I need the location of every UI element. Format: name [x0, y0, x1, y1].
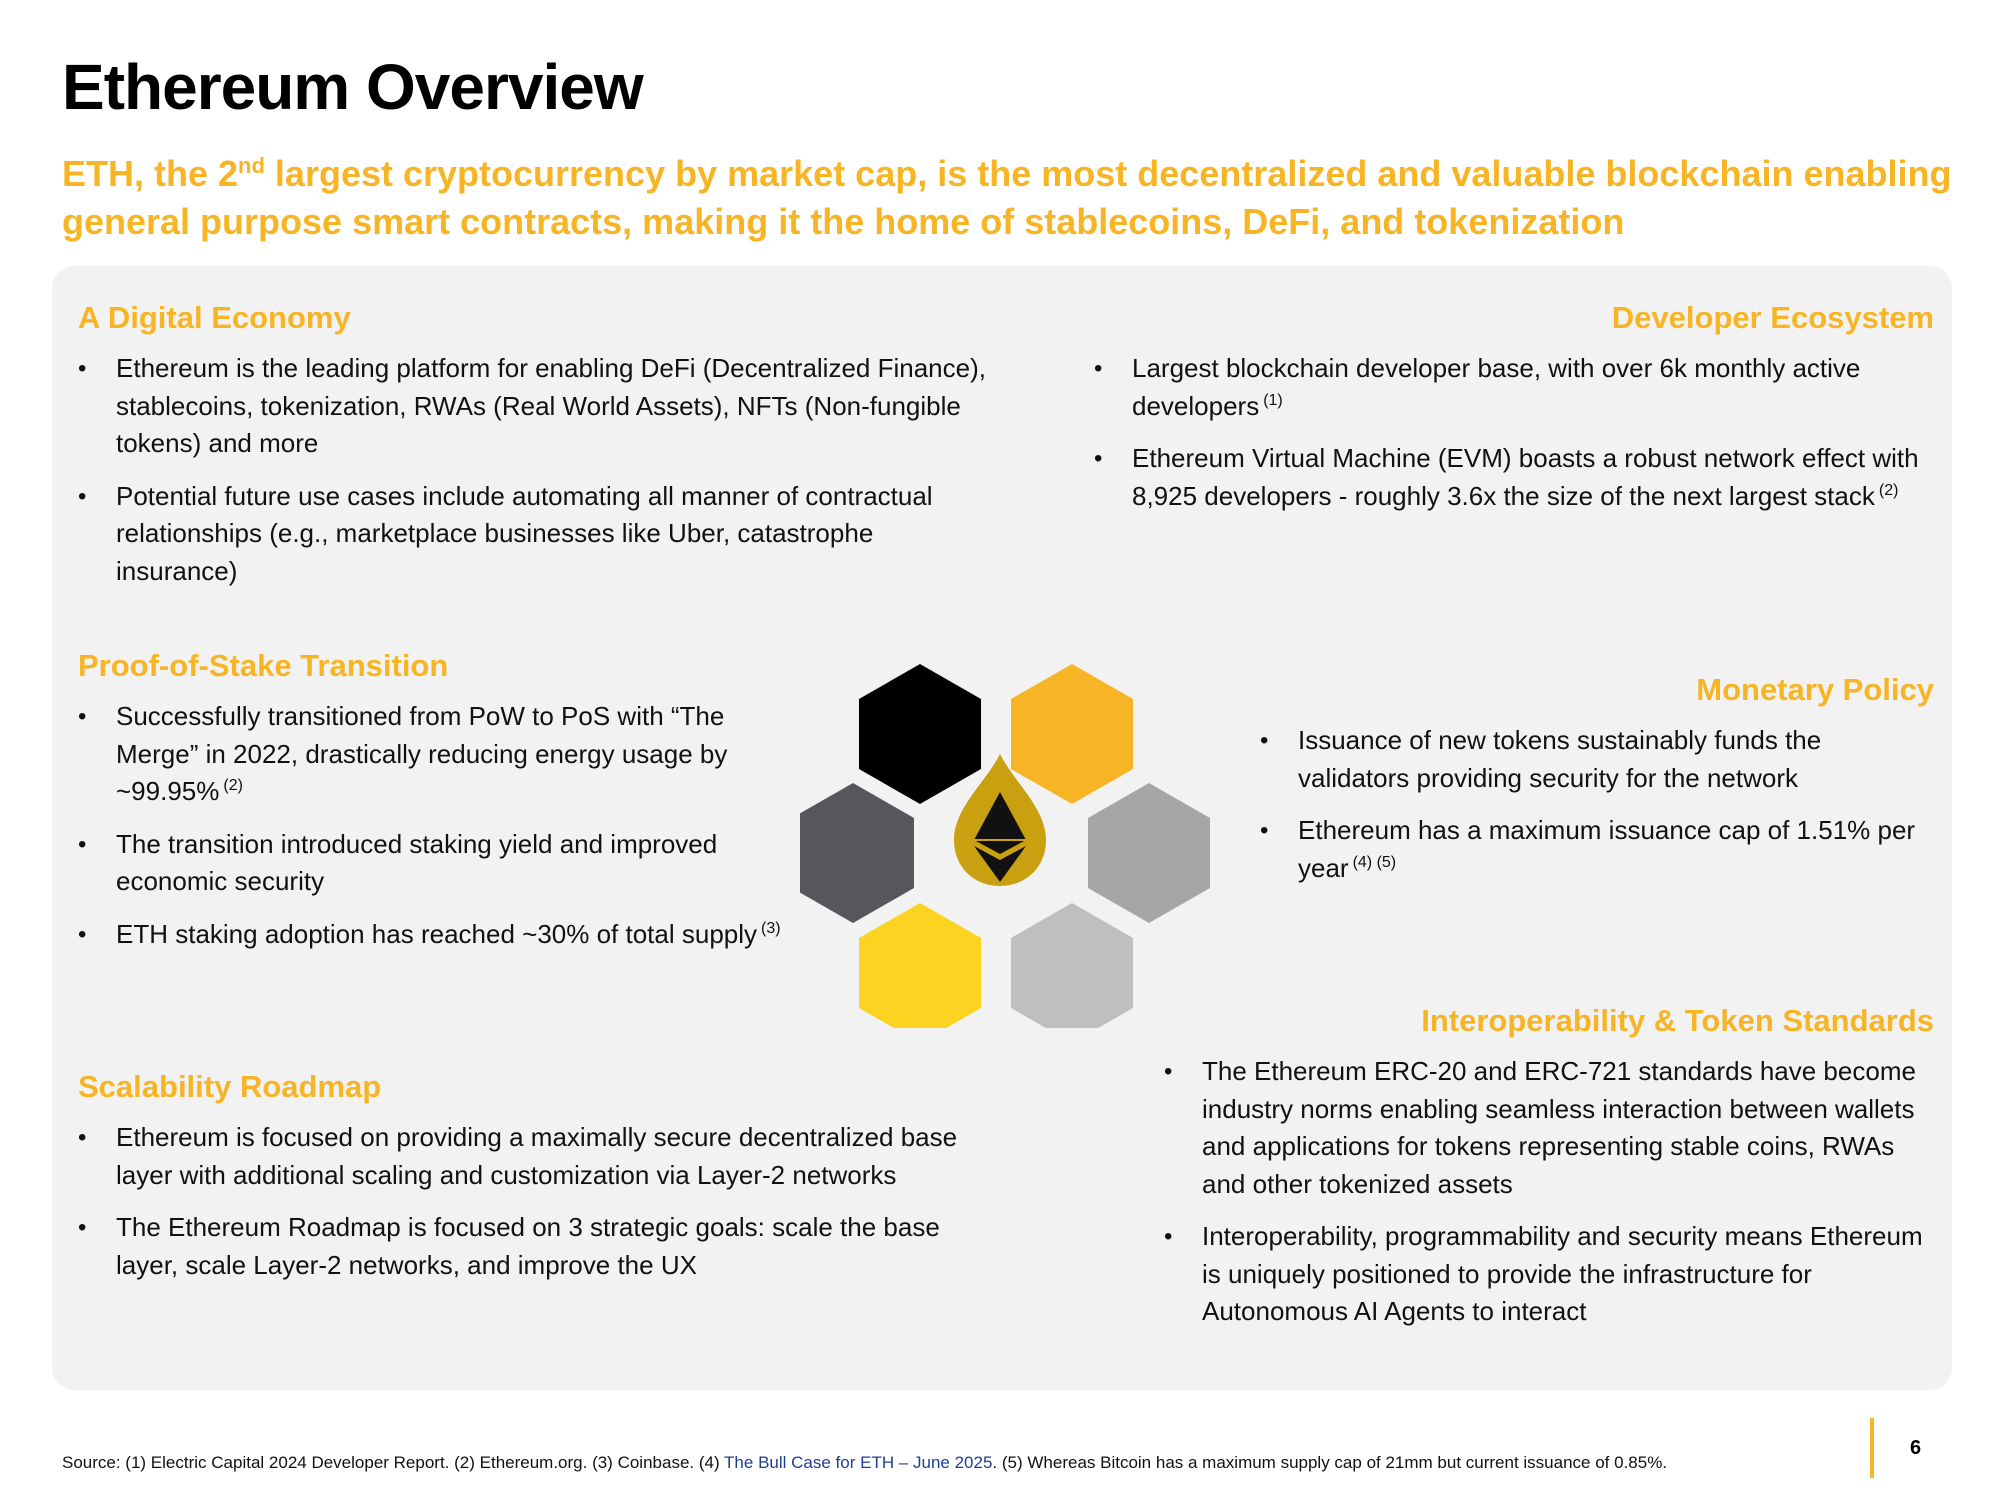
- bullet-item: [78, 350, 998, 463]
- section-heading: Developer Ecosystem: [1611, 300, 1934, 335]
- bullet-item: [1094, 440, 1934, 515]
- bullet-text: Ethereum is the leading platform for enabling DeFi (Decentralized Finance), stablecoins, tokenization, RWAs (Real World Assets), NFTs (Non-fungible tokens) and more: [116, 353, 986, 458]
- hexagon-mid-right: [1088, 783, 1210, 923]
- section-developer-ecosystem: [1094, 300, 1934, 530]
- hexagon-top-right: [1011, 664, 1133, 804]
- hexagon-mid-left: [800, 783, 914, 923]
- footnote-ref: (1): [1263, 391, 1283, 409]
- bullet-item: [1164, 1053, 1934, 1203]
- section-proof-of-stake: [78, 648, 798, 968]
- hexagon-bottom-left: [859, 903, 981, 1028]
- bullet-text: Issuance of new tokens sustainably funds the validators providing security for the network: [1298, 725, 1822, 793]
- bullet-text: Ethereum is focused on providing a maximally secure decentralized base layer with additional scaling and customization via Layer-2 networks: [116, 1122, 958, 1190]
- footer-source-note: [62, 1453, 1667, 1473]
- source-link[interactable]: The Bull Case for ETH – June 2025: [724, 1453, 993, 1472]
- bullet-text: Ethereum has a maximum issuance cap of 1.51% per year: [1298, 815, 1916, 883]
- bullet-text: Interoperability, programmability and security means Ethereum is uniquely positioned to provide the infrastructure for Autonomous AI Agents to interact: [1202, 1221, 1923, 1326]
- bullet-text: Successfully transitioned from PoW to PoS with “The Merge” in 2022, drastically reducing energy usage by ~99.95%: [116, 701, 728, 806]
- source-text: Source: (1) Electric Capital 2024 Developer Report. (2) Ethereum.org. (3) Coinbase. (4): [62, 1453, 725, 1472]
- bullet-item: [1260, 812, 1934, 887]
- bullet-item: [78, 1209, 978, 1284]
- bullet-text: The transition introduced staking yield and improved economic security: [116, 828, 718, 896]
- hexagon-cluster-graphic: [800, 628, 1240, 1028]
- bullet-item: [78, 826, 798, 901]
- section-interoperability: [1164, 1003, 1934, 1346]
- bullet-text: Ethereum Virtual Machine (EVM) boasts a robust network effect with 8,925 developers - roughly 3.6x the size of the next largest stack: [1132, 443, 1919, 511]
- section-heading: A Digital Economy: [78, 300, 351, 335]
- bullet-item: [78, 916, 798, 954]
- bullet-item: [1094, 350, 1934, 425]
- hexagon-bottom-right: [1011, 903, 1133, 1028]
- bullet-item: [1164, 1218, 1934, 1331]
- section-digital-economy: [78, 300, 998, 605]
- bullet-list: [78, 1119, 978, 1284]
- bullet-list: [1094, 350, 1934, 515]
- bullet-list: [78, 698, 798, 953]
- section-heading: Monetary Policy: [1696, 672, 1934, 707]
- bullet-item: [1260, 722, 1934, 797]
- subtitle-text-start: ETH, the 2: [62, 153, 239, 194]
- footnote-ref: (2): [1878, 481, 1899, 499]
- bullet-list: [1164, 1053, 1934, 1331]
- bullet-list: [1260, 722, 1934, 887]
- bullet-text: Potential future use cases include automating all manner of contractual relationships (e.g., marketplace businesses like Uber, catastrophe insurance): [116, 480, 933, 586]
- page-number: 6: [1910, 1437, 1922, 1459]
- section-heading: Interoperability & Token Standards: [1421, 1003, 1934, 1038]
- section-heading: Proof-of-Stake Transition: [78, 648, 449, 683]
- section-monetary-policy: [1260, 672, 1934, 902]
- footnote-ref: (2): [223, 777, 243, 795]
- bullet-text: ETH staking adoption has reached ~30% of total supply: [116, 918, 758, 949]
- bullet-text: The Ethereum ERC-20 and ERC-721 standards have become industry norms enabling seamless interaction between wallets and applications for tokens representing stable coins, RWAs and other tokenized assets: [1202, 1056, 1916, 1199]
- bullet-text: Largest blockchain developer base, with over 6k monthly active developers: [1132, 353, 1861, 421]
- footnote-ref: (4) (5): [1352, 853, 1397, 871]
- source-text-end: . (5) Whereas Bitcoin has a maximum supply cap of 21mm but current issuance of 0.85%.: [992, 1453, 1668, 1472]
- footer-divider: [1870, 1418, 1874, 1478]
- section-heading: Scalability Roadmap: [78, 1069, 382, 1104]
- page-subtitle: [62, 150, 1962, 246]
- bullet-item: [78, 698, 798, 811]
- hexagon-top-left: [859, 664, 981, 804]
- bullet-list: [78, 350, 998, 590]
- bullet-text: The Ethereum Roadmap is focused on 3 strategic goals: scale the base layer, scale Layer-2 networks, and improve the UX: [116, 1212, 940, 1280]
- subtitle-superscript: nd: [238, 153, 265, 178]
- subtitle-text-end: largest cryptocurrency by market cap, is the most decentralized and valuable blockchain enabling general purpose smart contracts, making it the home of stablecoins, DeFi, and tokenization: [62, 153, 1952, 242]
- bullet-item: [78, 1119, 978, 1194]
- footnote-ref: (3): [761, 919, 781, 937]
- page-title: Ethereum Overview: [62, 51, 643, 123]
- bullet-item: [78, 478, 998, 591]
- section-scalability-roadmap: [78, 1069, 978, 1299]
